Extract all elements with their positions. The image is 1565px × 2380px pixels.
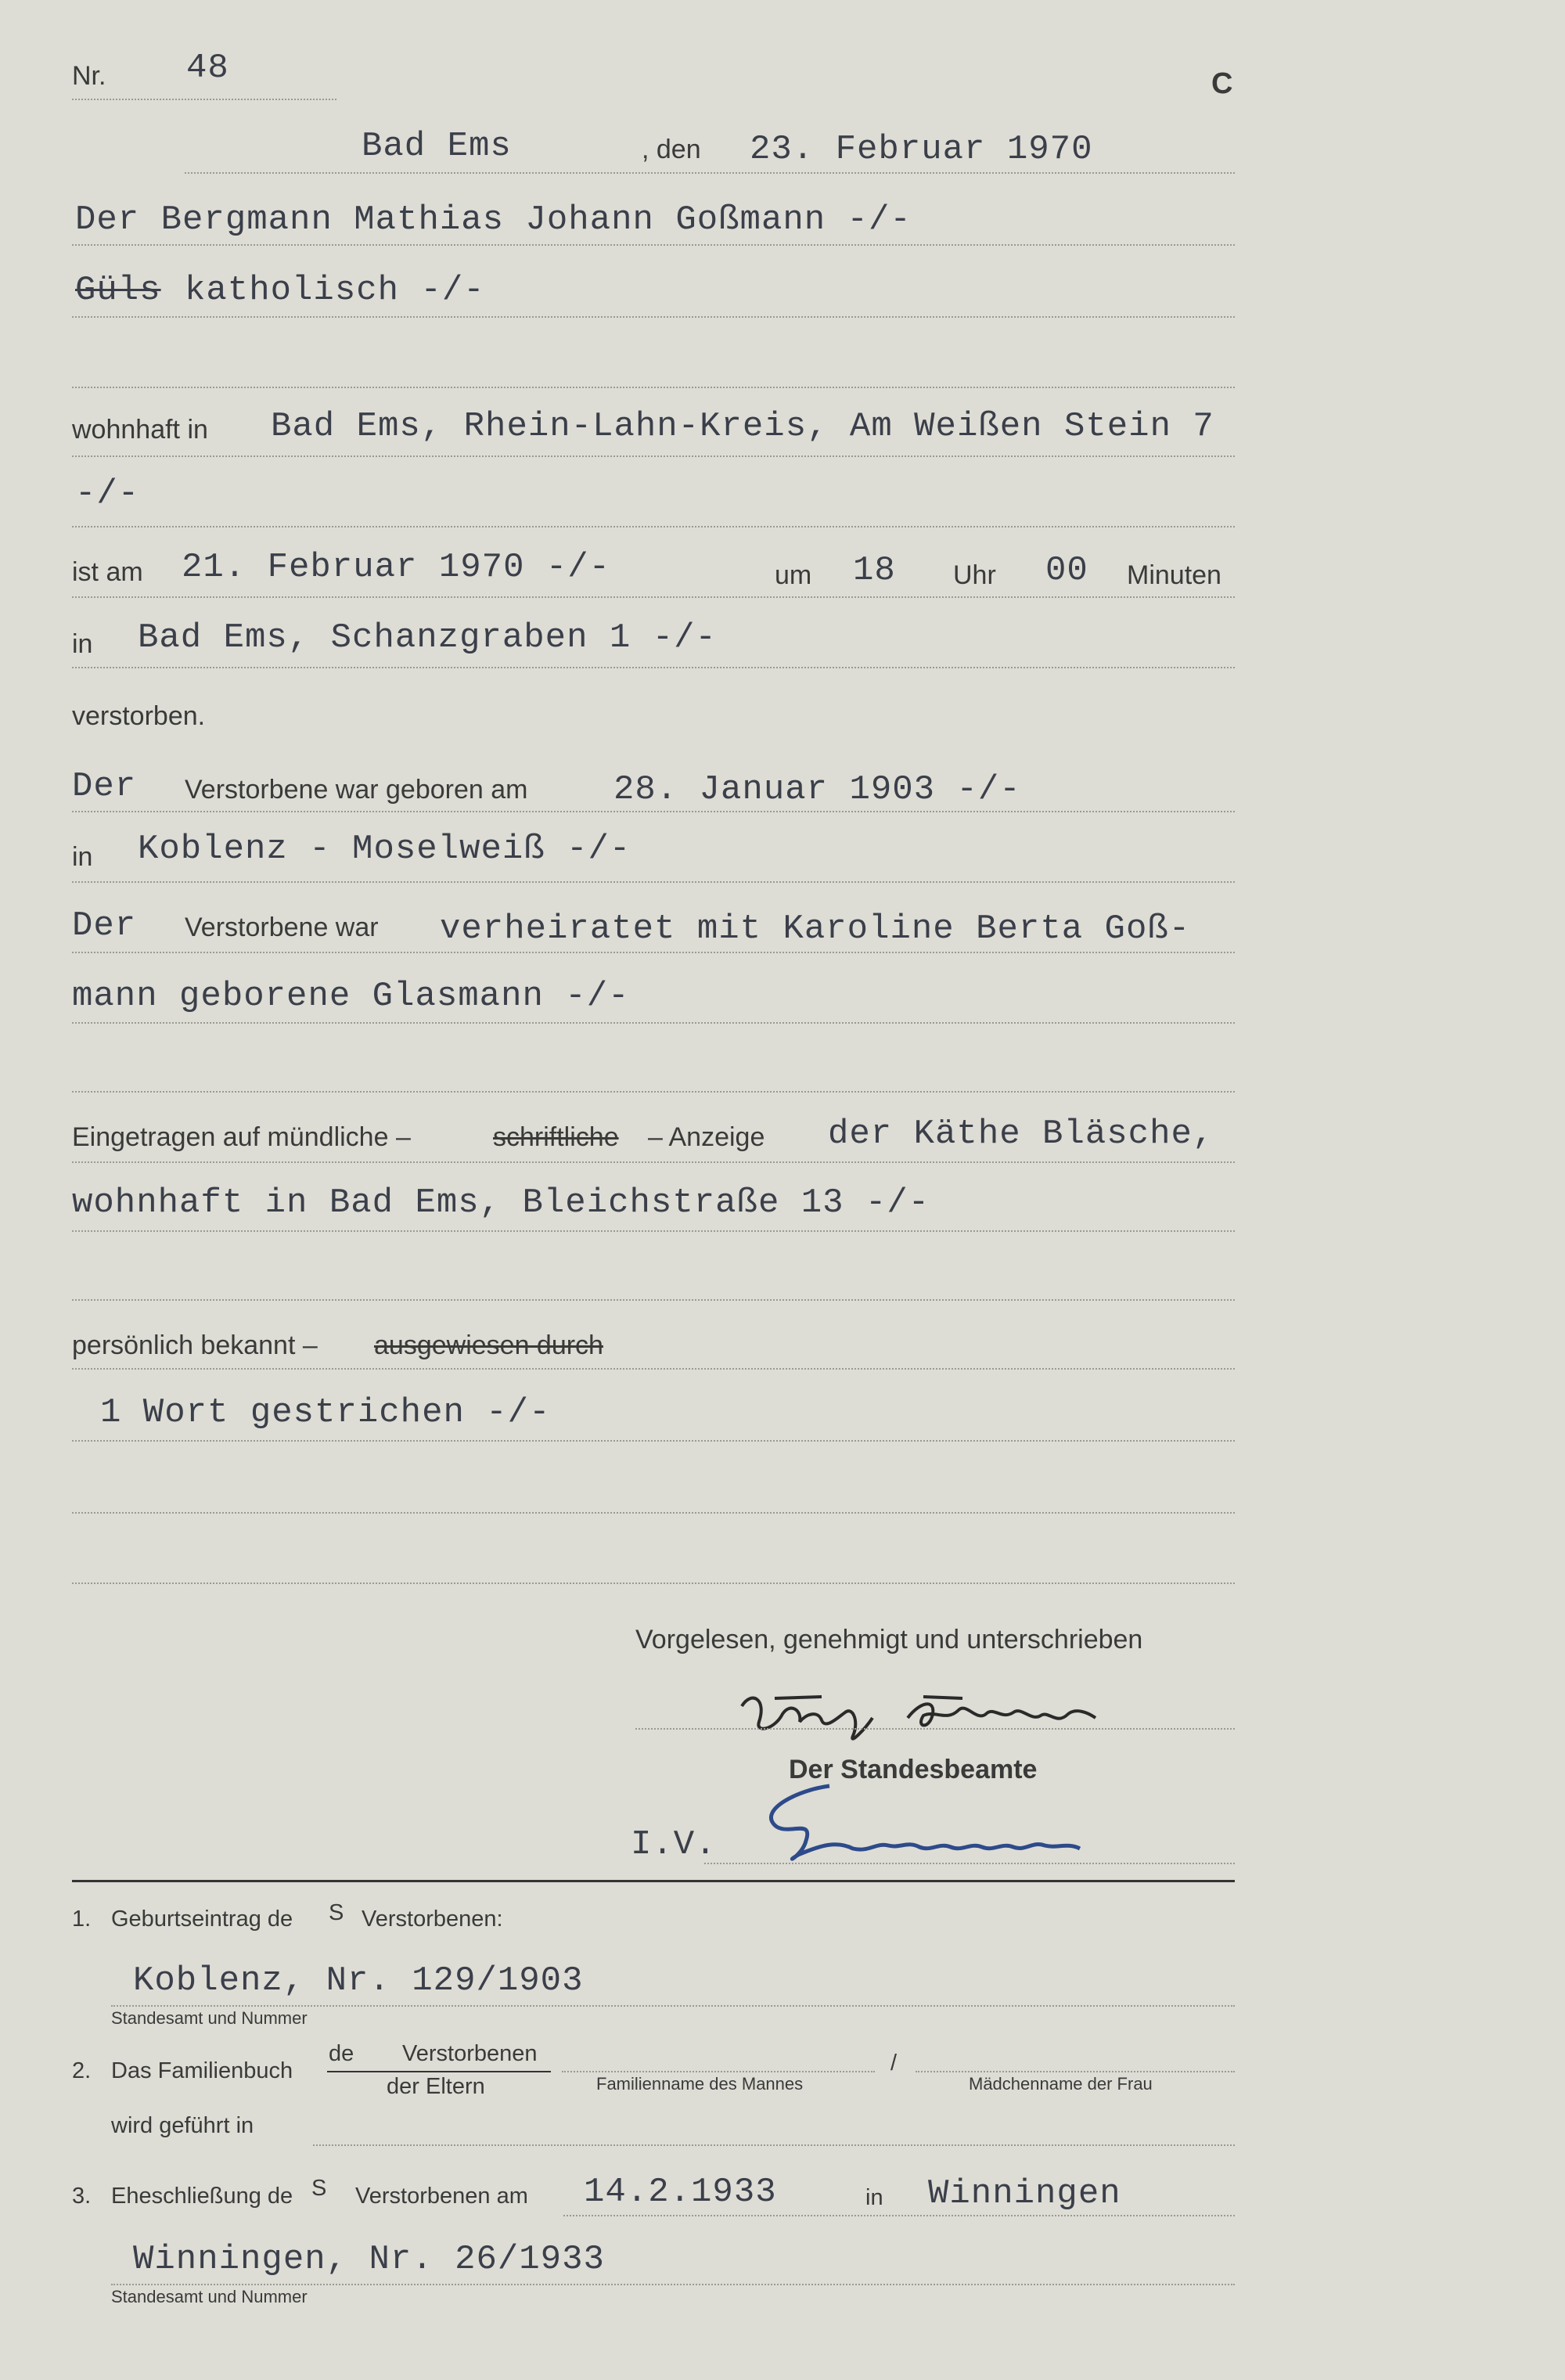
note2-line	[313, 2144, 1235, 2146]
residence-text: Bad Ems, Rhein-Lahn-Kreis, Am Weißen Stein 7	[271, 407, 1214, 446]
note2-husband-caption: Familienname des Mannes	[596, 2074, 804, 2094]
note1-value: Koblenz, Nr. 129/1903	[133, 1961, 584, 2000]
deceased-text: Der Bergmann Mathias Johann Goßmann -/-	[75, 200, 912, 239]
nr-value: 48	[186, 49, 229, 88]
residence-cont-line	[72, 526, 1235, 527]
note1-label: Geburtseintrag de	[111, 1907, 293, 1932]
death-hour: 18	[853, 551, 896, 590]
report-label-b: – Anzeige	[648, 1122, 765, 1152]
religion-text: katholisch -/-	[185, 271, 485, 310]
uhr-label: Uhr	[953, 560, 996, 590]
note2-bottom: der Eltern	[387, 2074, 485, 2099]
note1-label-b: Verstorbenen:	[362, 1907, 503, 1932]
note2-wife-caption: Mädchenname der Frau	[969, 2074, 1153, 2094]
den-label: , den	[642, 135, 701, 164]
note1-num: 1.	[72, 1907, 92, 1932]
birth-place: Koblenz - Moselweiß -/-	[138, 830, 631, 869]
death-in-label: in	[72, 629, 93, 659]
note3-num: 3.	[72, 2184, 92, 2209]
note3-line	[111, 2284, 1235, 2285]
death-line	[72, 596, 1235, 598]
note1-caption: Standesamt und Nummer	[111, 2008, 308, 2028]
marriage-cont: mann geborene Glasmann -/-	[72, 977, 630, 1016]
identity-note: 1 Wort gestrichen -/-	[100, 1393, 551, 1432]
iv-label: I.V.	[631, 1825, 717, 1864]
birth-date: 28. Januar 1903 -/-	[613, 770, 1021, 809]
birth-place-line	[72, 881, 1235, 883]
form-letter: C	[1211, 67, 1233, 100]
birth-line	[72, 811, 1235, 812]
identity-note-line	[72, 1440, 1235, 1442]
note3-date: 14.2.1933	[584, 2173, 777, 2212]
official-title: Der Standesbeamte	[789, 1755, 1038, 1784]
date-text: 23. Februar 1970	[750, 130, 1093, 169]
identity-struck: ausgewiesen durch	[374, 1330, 603, 1360]
note2-de: de	[329, 2041, 354, 2066]
note2-husband-line	[562, 2071, 875, 2072]
note3-date-line	[563, 2215, 1235, 2216]
verstorben-label: verstorben.	[72, 701, 206, 731]
religion-line	[72, 316, 1235, 318]
place-text: Bad Ems	[362, 127, 512, 166]
note3-s: S	[311, 2176, 327, 2201]
death-place-line	[72, 667, 1235, 668]
section-divider	[72, 1880, 1235, 1882]
deceased-line	[72, 244, 1235, 246]
birth-in-label: in	[72, 842, 93, 872]
note3-label: Eheschließung de	[111, 2184, 293, 2209]
report-line	[72, 1161, 1235, 1163]
identity-label: persönlich bekannt –	[72, 1330, 318, 1360]
blank-line-5	[72, 1582, 1235, 1584]
report-cont: wohnhaft in Bad Ems, Bleichstraße 13 -/-	[72, 1183, 930, 1222]
note2-fraction-line	[327, 2071, 551, 2072]
blank-line-1	[72, 387, 1235, 388]
blank-line-4	[72, 1512, 1235, 1514]
nr-line	[72, 99, 336, 100]
note3-caption: Standesamt und Nummer	[111, 2287, 308, 2306]
note3-in: in	[865, 2185, 883, 2210]
read-approved-text: Vorgelesen, genehmigt und unterschrieben	[635, 1625, 1143, 1654]
death-minutes: 00	[1045, 551, 1088, 590]
note3-value: Winningen, Nr. 26/1933	[133, 2240, 605, 2279]
blank-line-2	[72, 1091, 1235, 1093]
official-signature	[751, 1770, 1127, 1872]
note2-top: Verstorbenen	[402, 2041, 538, 2066]
religion-struck: Güls	[75, 271, 161, 310]
marriage-der: Der	[72, 906, 137, 945]
minutes-label: Minuten	[1127, 560, 1221, 590]
residence-cont: -/-	[75, 474, 140, 513]
report-text: der Käthe Bläsche,	[828, 1114, 1214, 1154]
note2-geführt: wird geführt in	[111, 2113, 254, 2138]
residence-line	[72, 455, 1235, 457]
birth-der: Der	[72, 767, 137, 806]
note1-line	[111, 2005, 1235, 2007]
marriage-line	[72, 952, 1235, 953]
place-date-line	[185, 172, 1235, 174]
note3-label-b: Verstorbenen am	[355, 2184, 528, 2209]
marriage-label: Verstorbene war	[185, 913, 379, 942]
marriage-cont-line	[72, 1022, 1235, 1024]
identity-line	[72, 1368, 1235, 1370]
note2-label: Das Familienbuch	[111, 2058, 293, 2083]
marriage-text: verheiratet mit Karoline Berta Goß-	[440, 909, 1191, 949]
informant-signature	[728, 1675, 1166, 1753]
death-date: 21. Februar 1970 -/-	[182, 548, 611, 587]
note1-s: S	[329, 1900, 344, 1925]
um-label: um	[775, 560, 812, 590]
nr-label: Nr.	[72, 61, 106, 91]
official-signature-line	[704, 1863, 1235, 1864]
death-place: Bad Ems, Schanzgraben 1 -/-	[138, 618, 717, 657]
note3-place: Winningen	[928, 2174, 1121, 2213]
death-label: ist am	[72, 557, 143, 587]
report-struck: schriftliche	[493, 1122, 619, 1152]
birth-label: Verstorbene war geboren am	[185, 775, 528, 805]
informant-signature-line	[635, 1728, 1235, 1730]
note2-num: 2.	[72, 2058, 92, 2083]
report-cont-line	[72, 1230, 1235, 1232]
note2-slash: /	[890, 2051, 898, 2076]
report-label-a: Eingetragen auf mündliche –	[72, 1122, 411, 1152]
residence-label: wohnhaft in	[72, 415, 208, 445]
note2-wife-line	[916, 2071, 1235, 2072]
blank-line-3	[72, 1299, 1235, 1301]
